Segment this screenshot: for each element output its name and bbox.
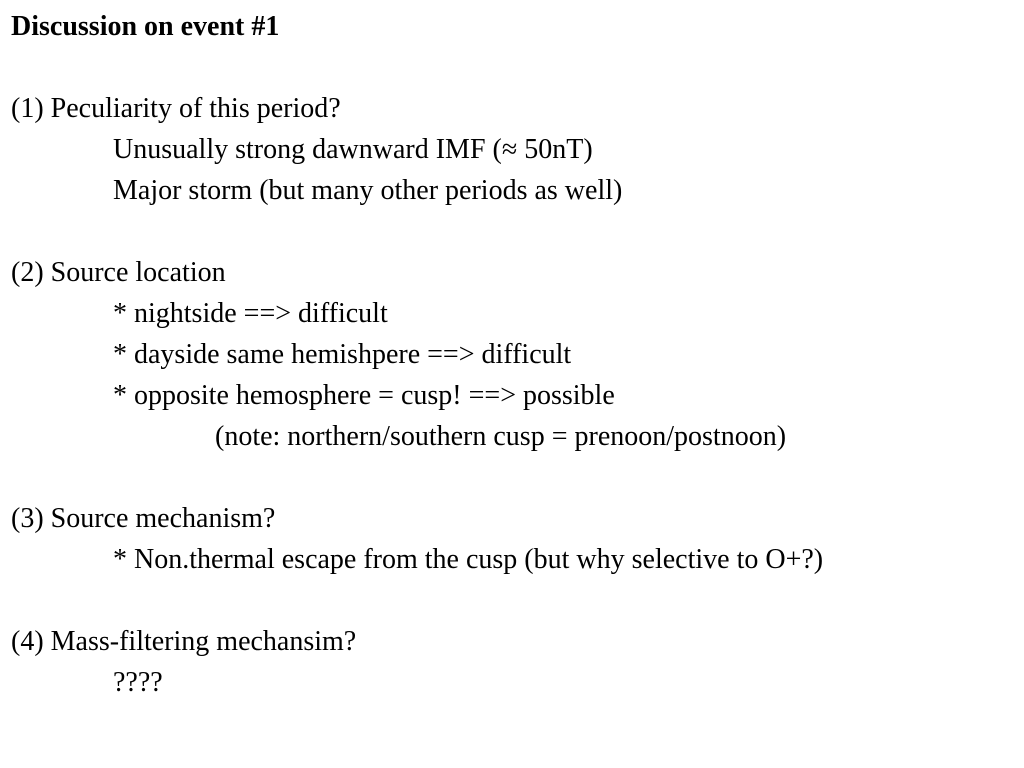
- section-3-item: * Non.thermal escape from the cusp (but why selective to O+?): [113, 544, 824, 575]
- section-2-heading: (2) Source location: [11, 257, 226, 288]
- section-1-item: Major storm (but many other periods as well): [113, 175, 623, 206]
- section-2-item: * dayside same hemishpere ==> difficult: [113, 339, 572, 370]
- section-2-note: (note: northern/southern cusp = prenoon/postnoon): [215, 421, 787, 452]
- section-4-heading: (4) Mass-filtering mechansim?: [11, 626, 357, 657]
- section-4-item: ????: [113, 667, 163, 698]
- section-1-item: Unusually strong dawnward IMF (≈ 50nT): [113, 134, 593, 165]
- slide-title: Discussion on event #1: [11, 11, 280, 42]
- section-1-heading: (1) Peculiarity of this period?: [11, 93, 341, 124]
- section-2-item: * opposite hemosphere = cusp! ==> possible: [113, 380, 615, 411]
- section-2-item: * nightside ==> difficult: [113, 298, 388, 329]
- section-3-heading: (3) Source mechanism?: [11, 503, 276, 534]
